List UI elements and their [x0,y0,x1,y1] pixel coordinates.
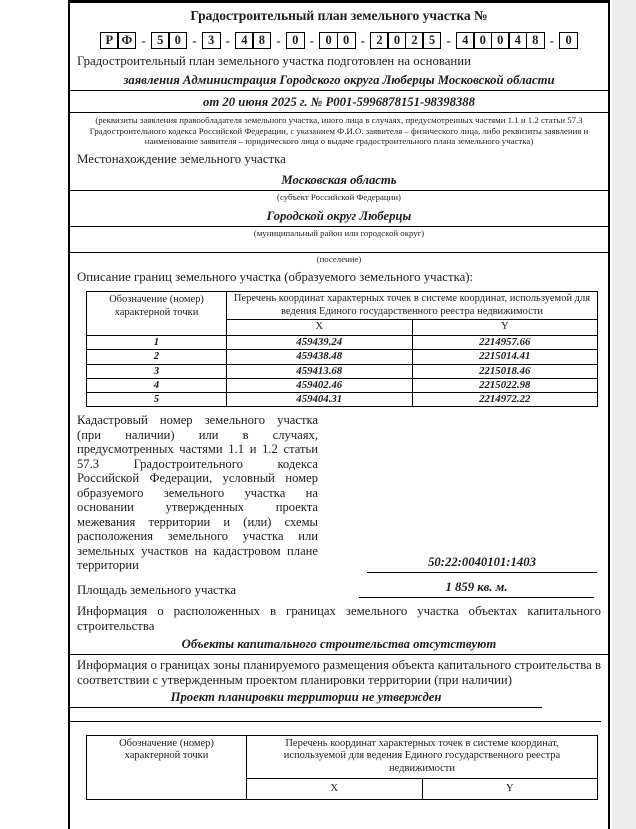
y-column-header: Y [412,320,598,336]
gpzu-number-box: Р [100,32,119,49]
empty-value-line [70,708,601,722]
document-page [68,0,610,829]
gpzu-number-group [286,32,305,49]
gpzu-number-box: 0 [168,32,187,49]
table-header-row [87,735,598,778]
gpzu-number-box: 4 [456,32,475,49]
basis-intro-text: Градостроительный план земельного участка подготовлен на основании [77,54,471,68]
table-body [87,336,598,407]
gpzu-number-group [319,32,356,49]
gpzu-separator: - [446,32,451,48]
table-row [87,350,598,364]
point-number-cell: 2 [87,350,227,364]
applicant-value-line: заявления Администрация Городского округа Люберцы Московской области [70,73,608,91]
point-number-cell: 4 [87,378,227,392]
gpzu-separator: - [549,32,555,48]
gpzu-number-box: 0 [337,32,356,49]
gpzu-number-box: 5 [151,32,170,49]
y-coordinate-cell: 2214957.66 [412,336,598,350]
page-outside-background [612,0,636,829]
gpzu-number-box: 3 [202,32,221,49]
gpzu-separator: - [141,32,146,48]
basis-footnote: (реквизиты заявления правообладателя земельного участка, иного лица в случаях, предусмотренных частями 1.1 и 1.2 статьи 57.3 Градостроительного кодекса Российской Федерации, с указанием Ф.И.О. заявителя – физического лица, либо реквизиты заявления и наименование заявителя – юридического лица о выдаче градостроительного плана земельного участка) [89,115,589,147]
gpzu-number-group [456,32,545,49]
point-number-header: Обозначение (номер) характерной точки [87,735,247,799]
table-row [87,392,598,406]
gpzu-number-box: 4 [235,32,254,49]
region-value-line: Московская область [70,173,608,191]
x-column-header: X [227,320,413,336]
gpzu-number-group [235,32,272,49]
gpzu-number-box: Ф [117,32,136,49]
gpzu-number-box: 4 [508,32,527,49]
gpzu-number-row [77,32,601,49]
table-row [87,336,598,350]
gpzu-separator: - [276,32,281,48]
gpzu-separator: - [360,32,365,48]
gpzu-number-box: 0 [286,32,305,49]
y-column-header: Y [422,778,598,799]
land-area-value-line: 1 859 кв. м. [359,580,594,598]
boundary-points-table [86,291,598,407]
point-number-cell: 5 [87,392,227,406]
gpzu-number-group [370,32,442,49]
gpzu-separator: - [225,32,230,48]
planning-zone-value-line: Проект планировки территории не утвержден [70,690,542,708]
gpzu-number-group [559,32,578,49]
gpzu-number-box: 0 [473,32,492,49]
cadastral-number-value-line: 50:22:0040101:1403 [367,555,597,573]
gpzu-number-box: 0 [387,32,406,49]
municipality-caption: (муниципальный район или городской округ) [253,227,425,238]
y-coordinate-cell: 2214972.22 [412,392,598,406]
application-date-value-line: от 20 июня 2025 г. № Р001-5996878151-98398388 [70,95,608,113]
region-caption: (субъект Российской Федерации) [277,191,401,202]
capital-objects-label: Информация о расположенных в границах земельного участка объектах капитального строительства [77,603,601,633]
y-coordinate-cell: 2215022.98 [412,378,598,392]
x-coordinate-cell: 459404.31 [227,392,413,406]
planned-object-points-table [86,735,598,800]
x-coordinate-cell: 459438.48 [227,350,413,364]
cadastral-number-section [77,413,601,573]
coords-list-header: Перечень координат характерных точек в системе координат, используемой для ведения Единого государственного реестра недвижимости [227,291,598,320]
land-area-label: Площадь земельного участка [77,582,237,597]
table-row [87,378,598,392]
gpzu-number-box: 8 [252,32,271,49]
gpzu-number-group [202,32,221,49]
settlement-value-line [70,238,608,253]
gpzu-number-box: 2 [370,32,389,49]
x-coordinate-cell: 459402.46 [227,378,413,392]
x-column-header: X [247,778,423,799]
gpzu-separator: - [192,32,197,48]
gpzu-number-group [151,32,188,49]
location-label: Местонахождение земельного участка [77,151,286,166]
coords-list-header: Перечень координат характерных точек в системе координат, используемой для ведения Единого государственного реестра недвижимости [247,735,598,778]
gpzu-number-group [100,32,137,49]
y-coordinate-cell: 2215018.46 [412,364,598,378]
cadastral-number-label: Кадастровый номер земельного участка (при наличии) или в случаях, предусмотренных частями 1.1 и 1.2 статьи 57.3 Градостроительного кодекса Российской Федерации, условный номер образуемого земельного участка на основании утвержденных проекта межевания территории и (или) схемы расположения земельного участка или земельных участков на кадастровом плане территории [77,413,318,573]
boundaries-label: Описание границ земельного участка (образуемого земельного участка): [77,269,474,284]
land-area-section [77,580,601,598]
gpzu-number-box: 0 [491,32,510,49]
table-header-row [87,291,598,320]
x-coordinate-cell: 459439.24 [227,336,413,350]
x-coordinate-cell: 459413.68 [227,364,413,378]
gpzu-number-box: 5 [422,32,441,49]
settlement-caption: (поселение) [316,253,362,264]
gpzu-number-box: 8 [526,32,545,49]
gpzu-number-box: 0 [319,32,338,49]
gpzu-number-box: 2 [405,32,424,49]
capital-objects-value-line: Объекты капитального строительства отсутствуют [70,637,608,655]
document-title: Градостроительный план земельного участка № [190,8,488,23]
table-row [87,364,598,378]
point-number-cell: 1 [87,336,227,350]
y-coordinate-cell: 2215014.41 [412,350,598,364]
point-number-header: Обозначение (номер) характерной точки [87,291,227,335]
planning-zone-label: Информация о границах зоны планируемого размещения объекта капитального строительства в соответствии с утвержденным проектом планировки территории (при наличии) [77,657,602,687]
point-number-cell: 3 [87,364,227,378]
municipality-value-line: Городской округ Люберцы [70,209,608,227]
gpzu-number-box: 0 [559,32,578,49]
gpzu-separator: - [309,32,315,48]
